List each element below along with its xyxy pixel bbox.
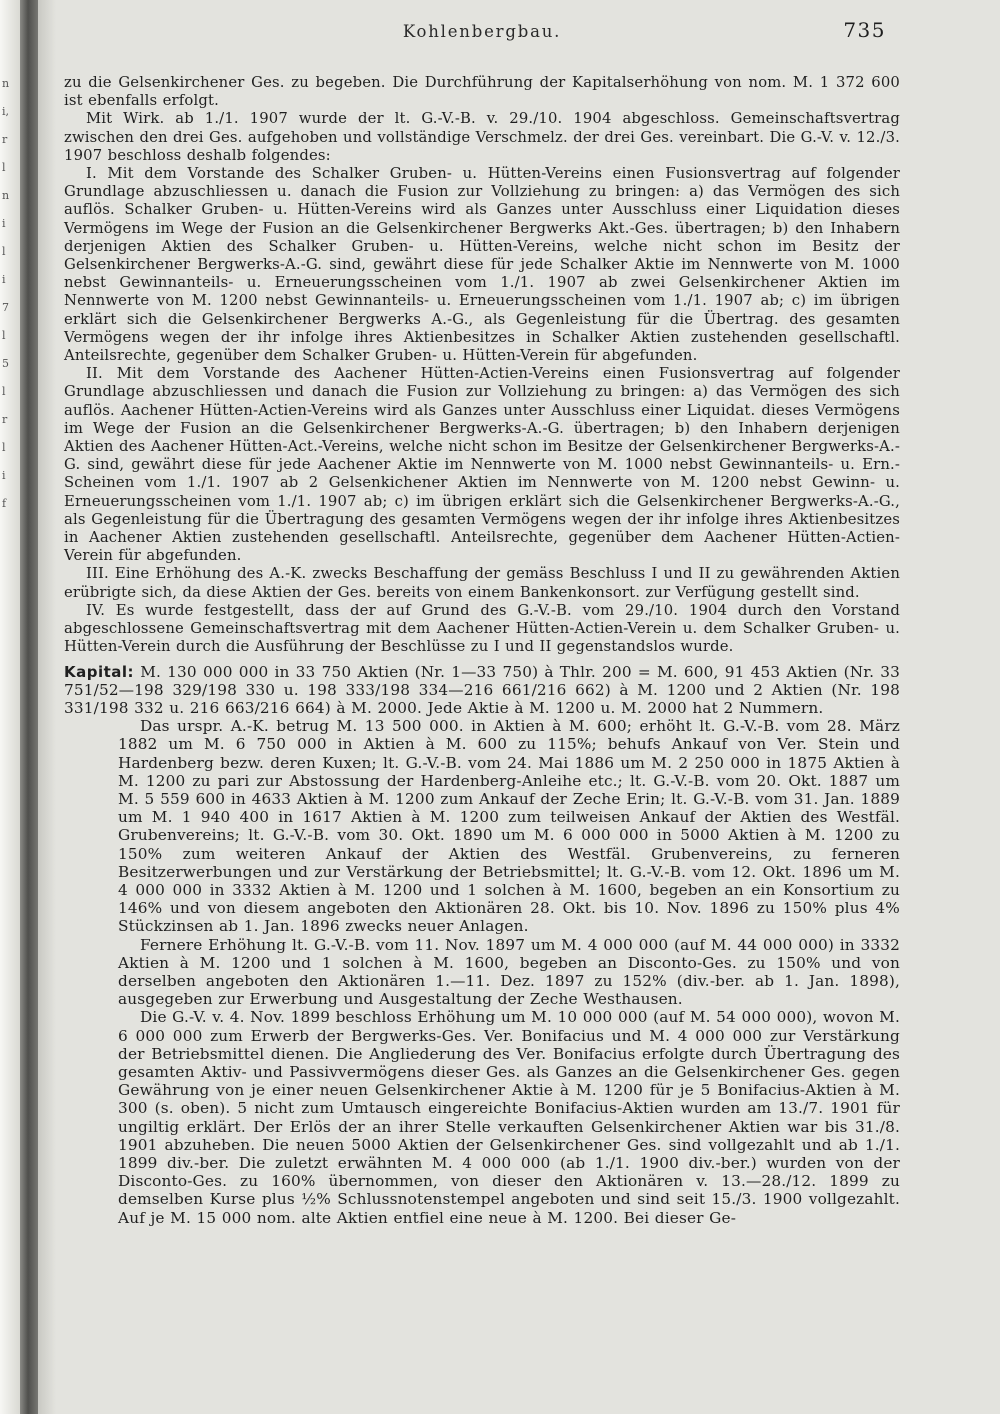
margin-fragment: 5 bbox=[2, 357, 9, 370]
history-paragraph: Das urspr. A.-K. betrug M. 13 500 000. in Aktien à M. 600; erhöht lt. G.-V.-B. vom 28. März 1882 um M. 6 750 000 in Aktien à M. 600 zu 115%; behufs Ankauf von Ver. Stein und Hardenberg bezw. deren Kuxen; lt. G.-V.-B. vom 24. Mai 1886 um M. 2 250 000 in 1875 Aktien à M. 1200 zu pari zur Abstossung der Hardenberg-Anleihe etc.; lt. G.-V.-B. vom 20. Okt. 1887 um M. 5 559 600 in 4633 Aktien à M. 1200 zum Ankauf der Zeche Erin; lt. G.-V.-B. vom 31. Jan. 1889 um M. 1 940 400 in 1617 Aktien à M. 1200 zum teilweisen Ankauf der Aktien des Westfäl. Grubenvereins; lt. G.-V.-B. vom 30. Okt. 1890 um M. 6 000 000 in 5000 Aktien à M. 1200 zu 150% zum weiteren Ankauf der Aktien des Westfäl. Grubenvereins, zu ferneren Besitzerwerbungen und zur Verstärkung der Betriebsmittel; lt. G.-V.-B. vom 12. Okt. 1896 um M. 4 000 000 in 3332 Aktien à M. 1200 und 1 solchen à M. 1600, begeben an ein Konsortium zu 146% und von diesem angeboten den Aktionären 28. Okt. bis 10. Nov. 1896 zu 150% plus 4% Stückzinsen ab 1. Jan. 1896 zwecks neuer Anlagen. bbox=[118, 717, 900, 936]
paragraph: Mit Wirk. ab 1./1. 1907 wurde der lt. G.-V.-B. v. 29./10. 1904 abgeschloss. Gemeinschaftsvertrag zwischen den drei Ges. aufgehoben und vollständige Verschmelz. der drei Ges. vereinbart. Die G.-V. v. 12./3. 1907 beschloss deshalb folgendes: bbox=[64, 110, 900, 164]
margin-fragment: l bbox=[2, 385, 6, 398]
paragraph: II. Mit dem Vorstande des Aachener Hütten-Actien-Vereins einen Fusionsvertrag auf folgender Grundlage abzuschliessen und danach die Fusion zur Vollziehung zu bringen: a) das Vermögen des sich auflös. Aachener Hütten-Actien-Vereins wird als Ganzes unter Ausschluss einer Liquidat. dieses Vermögens im Wege der Fusion an die Gelsenkirchener Bergwerks-A.-G. übertragen; b) den Inhabern derjenigen Aktien des Aachener Hütten-Act.-Vereins, welche nicht schon im Besitze der Gelsenkirchener Bergwerks-A.-G. sind, gewährt diese für jede Aachener Aktie im Nennwerte von M. 1000 nebst Gewinnanteils- u. Ern.-Scheinen vom 1./1. 1907 ab 2 Gelsenkichener Aktien im Nennwerte von M. 1200 nebst Gewinn- u. Erneuerungsscheinen vom 1./1. 1907 ab; c) im übrigen erklärt sich die Gelsenkirchener Bergwerks-A.-G., als Gegenleistung für die Übertragung des gesamten Vermögens wegen der ihr infolge ihres Aktienbesitzes in Aachener Aktien zustehenden gesellschaftl. Anteilsrechte, gegenüber dem Aachener Hütten-Actien-Verein für abgefunden. bbox=[64, 365, 900, 565]
paragraph: III. Eine Erhöhung des A.-K. zwecks Beschaffung der gemäss Beschluss I und II zu gewährenden Aktien erübrigte sich, da diese Aktien der Ges. bereits von einem Bankenkonsort. zur Verfügung gestellt sind. bbox=[64, 565, 900, 601]
margin-fragment: i bbox=[2, 469, 6, 482]
running-header bbox=[64, 18, 900, 52]
margin-fragment: i bbox=[2, 273, 6, 286]
kapital-section bbox=[64, 663, 900, 1227]
margin-fragment: l bbox=[2, 329, 6, 342]
margin-fragment: f bbox=[2, 497, 7, 510]
page bbox=[64, 18, 900, 1227]
paragraph: zu die Gelsenkirchener Ges. zu begeben. Die Durchführung der Kapitalserhöhung von nom. M. 1 372 600 ist ebenfalls erfolgt. bbox=[64, 74, 900, 110]
history-paragraph: Die G.-V. v. 4. Nov. 1899 beschloss Erhöhung um M. 10 000 000 (auf M. 54 000 000), wovon M. 6 000 000 zum Erwerb der Bergwerks-Ges. Ver. Bonifacius und M. 4 000 000 zur Verstärkung der Betriebsmittel dienen. Die Angliederung des Ver. Bonifacius erfolgte durch Übertragung des gesamten Aktiv- und Passivvermögens dieser Ges. als Ganzes an die Gelsenkirchener Ges. gegen Gewährung von je einer neuen Gelsenkirchener Aktie à M. 1200 für je 5 Bonifacius-Aktien à M. 300 (s. oben). 5 nicht zum Umtausch eingereichte Bonifacius-Aktien wurden am 13./7. 1901 für ungiltig erklärt. Der Erlös der an ihrer Stelle verkauften Gelsenkirchener Aktien war bis 31./8. 1901 abzuheben. Die neuen 5000 Aktien der Gelsenkirchener Ges. sind vollgezahlt und ab 1./1. 1899 div.-ber. Die zuletzt erwähnten M. 4 000 000 (ab 1./1. 1900 div.-ber.) wurden von der Disconto-Ges. zu 160% übernommen, von dieser den Aktionären v. 13.—28./12. 1899 zu demselben Kurse plus ½% Schlussnotenstempel angeboten und sind seit 15./3. 1900 vollgezahlt. Auf je M. 15 000 nom. alte Aktien entfiel eine neue à M. 1200. Bei dieser Ge- bbox=[118, 1008, 900, 1227]
resolutions-section bbox=[64, 74, 900, 657]
page-number: 735 bbox=[843, 18, 886, 42]
margin-fragment: l bbox=[2, 161, 6, 174]
capital-history bbox=[64, 717, 900, 1227]
facing-page-margin bbox=[2, 70, 18, 518]
margin-fragment: 7 bbox=[2, 301, 9, 314]
margin-fragment: r bbox=[2, 133, 8, 146]
paragraph: I. Mit dem Vorstande des Schalker Gruben- u. Hütten-Vereins einen Fusionsvertrag auf folgender Grundlage abzuschliessen u. danach die Fusion zur Vollziehung zu bringen: a) das Vermögen des sich auflös. Schalker Gruben- u. Hütten-Vereins wird als Ganzes unter Ausschluss einer Liquidation dieses Vermögens im Wege der Fusion an die Gelsenkirchener Bergwerks Akt.-Ges. übertragen; b) den Inhabern derjenigen Aktien des Schalker Gruben- u. Hütten-Vereins, welche nicht schon im Besitz der Gelsenkirchener Bergwerks-A.-G. sind, gewährt diese für jede Schalker Aktie im Nennwerte von M. 1000 nebst Gewinnanteils- u. Erneuerungsscheinen vom 1./1. 1907 ab zwei Gelsenkirchener Aktien im Nennwerte von M. 1200 nebst Gewinnanteils- u. Erneuerungsscheinen vom 1./1. 1907 ab; c) im übrigen erklärt sich die Gelsenkirchener Bergwerks A.-G., als Gegenleistung für die Übertrag. des gesamten Vermögens wegen der ihr infolge ihres Aktienbesitzes in Schalker Aktien zustehenden gesellschaftl. Anteilsrechte, gegenüber dem Schalker Gruben- u. Hütten-Verein für abgefunden. bbox=[64, 165, 900, 365]
kapital-entry bbox=[64, 663, 900, 718]
kapital-label: Kapital: bbox=[64, 662, 135, 681]
margin-fragment: i, bbox=[2, 105, 10, 118]
paragraph: IV. Es wurde festgestellt, dass der auf Grund des G.-V.-B. vom 29./10. 1904 durch den Vorstand abgeschlossene Gemeinschaftsvertrag mit dem Aachener Hütten-Actien-Verein u. dem Schalker Gruben- u. Hütten-Verein durch die Ausführung der Beschlüsse zu I und II gegenstandslos wurde. bbox=[64, 601, 900, 656]
running-title: Kohlenbergbau. bbox=[402, 22, 562, 41]
margin-fragment: r bbox=[2, 413, 8, 426]
history-paragraph: Fernere Erhöhung lt. G.-V.-B. vom 11. Nov. 1897 um M. 4 000 000 (auf M. 44 000 000) in 3332 Aktien à M. 1200 und 1 solchen à M. 1600, begeben an Disconto-Ges. zu 150% und von derselben angeboten den Aktionären 1.—11. Dez. 1897 zu 152% (div.-ber. ab 1. Jan. 1898), ausgegeben zur Erwerbung und Ausgestaltung der Zeche Westhausen. bbox=[118, 935, 900, 1009]
kapital-text: M. 130 000 000 in 33 750 Aktien (Nr. 1—33 750) à Thlr. 200 = M. 600, 91 453 Aktien (Nr. 33 751/52—198 329/198 330 u. 198 333/198 334—216 661/216 662) à M. 1200 und 2 Aktien (Nr. 198 331/198 332 u. 216 663/216 664) à M. 2000. Jede Aktie à M. 1200 u. M. 2000 hat 2 Nummern. bbox=[64, 662, 901, 717]
margin-fragment: i bbox=[2, 217, 6, 230]
margin-fragment: n bbox=[2, 77, 10, 90]
binding-gutter bbox=[38, 0, 56, 1414]
margin-fragment: l bbox=[2, 441, 6, 454]
binding-shadow bbox=[20, 0, 38, 1414]
margin-fragment: l bbox=[2, 245, 6, 258]
margin-fragment: n bbox=[2, 189, 10, 202]
